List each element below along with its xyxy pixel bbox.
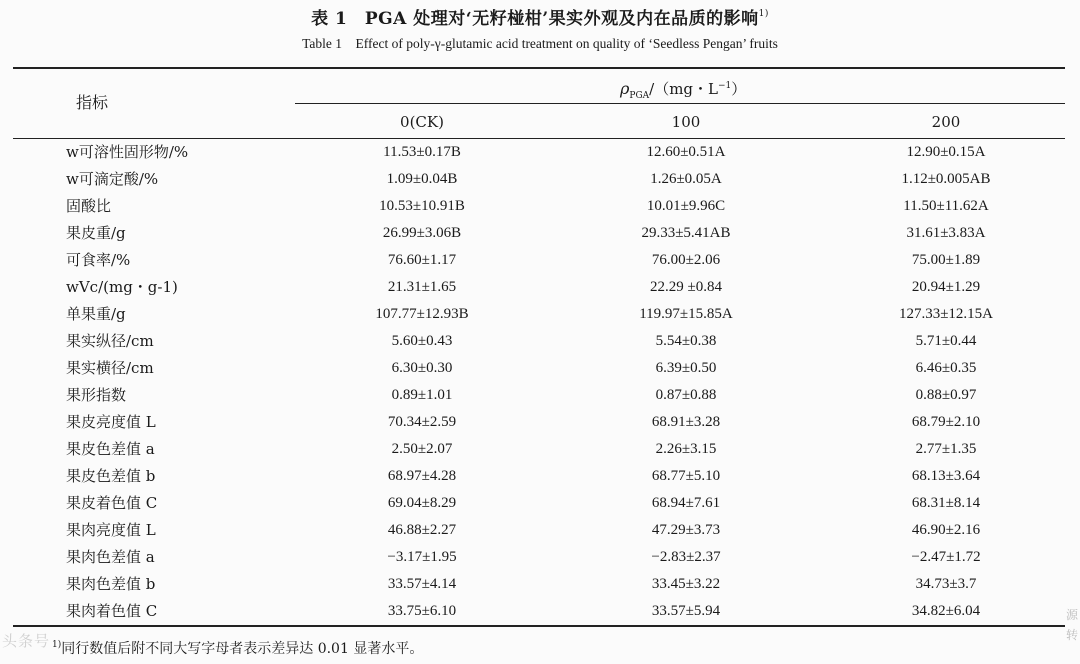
- table-cell: 68.13±3.64: [911, 468, 981, 484]
- table-cell: 0.87±0.88: [655, 387, 717, 403]
- table-cell: 5.71±0.44: [915, 333, 977, 349]
- table-cell: 0.88±0.97: [915, 387, 977, 403]
- table-cell: 5.54±0.38: [655, 333, 717, 349]
- row-label: 果肉着色值 C: [66, 602, 158, 620]
- table-cell: 1.09±0.04B: [386, 171, 458, 187]
- row-label: 固酸比: [66, 197, 112, 215]
- table-cell: 70.34±2.59: [387, 414, 457, 430]
- table-cell: 11.50±11.62A: [903, 198, 989, 214]
- concentration-group-header: $\rho_{PGA}/(mg$・$L^{-1}$）: [620, 79, 747, 101]
- row-label: 果皮亮度值 L: [66, 413, 156, 431]
- table-cell: 33.75±6.10: [387, 603, 457, 619]
- table-cell: 68.79±2.10: [911, 414, 981, 430]
- table-cell: 29.33±5.41AB: [641, 225, 731, 241]
- table-cell: 21.31±1.65: [387, 279, 457, 295]
- table-cell: 69.04±8.29: [387, 495, 457, 511]
- stub-header: 指标: [76, 93, 109, 112]
- table-cell: 10.01±9.96C: [646, 198, 726, 214]
- row-label: 果肉色差值 a: [66, 548, 155, 566]
- table-cell: −3.17±1.95: [387, 549, 457, 565]
- watermark-right: 源转: [1066, 608, 1079, 642]
- row-label: 果皮着色值 C: [66, 494, 158, 512]
- row-label: w可溶性固形物/%: [66, 143, 189, 161]
- table-cell: 46.88±2.27: [387, 522, 457, 538]
- row-label: 果肉亮度值 L: [66, 521, 156, 539]
- table-cell: 75.00±1.89: [911, 252, 981, 268]
- table-cell: 33.57±4.14: [387, 576, 457, 592]
- row-label: 果形指数: [66, 386, 127, 404]
- table-top-rule: [13, 67, 1065, 69]
- table-cell: 6.39±0.50: [655, 360, 717, 376]
- row-label: 果皮色差值 a: [66, 440, 155, 458]
- column-header-100: 100: [671, 113, 701, 131]
- table-header-rule: [13, 138, 1065, 139]
- table-cell: 12.60±0.51A: [646, 144, 726, 160]
- table-cell: 68.77±5.10: [651, 468, 721, 484]
- table-cell: 34.73±3.7: [915, 576, 977, 592]
- table-cell: 5.60±0.43: [391, 333, 453, 349]
- table-cell: 10.53±10.91B: [379, 198, 465, 214]
- table-cell: 33.45±3.22: [651, 576, 721, 592]
- row-label: wVc/(mg・g-1): [66, 278, 178, 296]
- table-cell: 107.77±12.93B: [375, 306, 469, 322]
- table-cell: 2.77±1.35: [915, 441, 977, 457]
- table-cell: 68.97±4.28: [387, 468, 457, 484]
- table-cell: 6.46±0.35: [915, 360, 977, 376]
- table-cell: 2.50±2.07: [391, 441, 453, 457]
- table-cell: 127.33±12.15A: [898, 306, 994, 322]
- table-cell: 47.29±3.73: [651, 522, 721, 538]
- row-label: 果肉色差值 b: [66, 575, 156, 593]
- table-cell: −2.47±1.72: [911, 549, 981, 565]
- table-cell: 31.61±3.83A: [906, 225, 986, 241]
- title-footnote-mark: 1): [758, 9, 769, 19]
- table-cell: 22.29 ±0.84: [650, 279, 722, 295]
- table-cell: 34.82±6.04: [911, 603, 981, 619]
- table-cell: 68.94±7.61: [651, 495, 721, 511]
- table-cell: 11.53±0.17B: [383, 144, 461, 160]
- column-header-ck: 0(CK): [400, 113, 444, 131]
- table-bottom-rule: [13, 625, 1065, 627]
- table-cell: 1.26±0.05A: [650, 171, 722, 187]
- table-cell: 76.00±2.06: [651, 252, 721, 268]
- table-cell: −2.83±2.37: [651, 549, 721, 565]
- row-label: 果实横径/cm: [66, 359, 154, 377]
- table-cell: 76.60±1.17: [387, 252, 457, 268]
- watermark-left: 头条号: [2, 632, 51, 650]
- table-cell: 33.57±5.94: [651, 603, 721, 619]
- row-label: 单果重/g: [66, 305, 126, 323]
- column-header-200: 200: [931, 113, 961, 131]
- table-cell: 6.30±0.30: [391, 360, 453, 376]
- row-label: 果皮重/g: [66, 224, 126, 242]
- row-label: 果皮色差值 b: [66, 467, 156, 485]
- table-cell: 26.99±3.06B: [382, 225, 462, 241]
- table-footnote: $^{1)}$同行数值后附不同大写字母者表示差异达 0.01 显著水平。: [52, 640, 424, 657]
- table-cell: 68.31±8.14: [911, 495, 981, 511]
- row-label: 果实纵径/cm: [66, 332, 154, 350]
- row-label: w可滴定酸/%: [66, 170, 159, 188]
- table-cell: 68.91±3.28: [651, 414, 721, 430]
- table-cell: 119.97±15.85A: [639, 306, 733, 322]
- table-cell: 46.90±2.16: [911, 522, 981, 538]
- table-cell: 0.89±1.01: [391, 387, 453, 403]
- table-cell: 1.12±0.005AB: [901, 171, 991, 187]
- table-title-en: Table 1 Effect of poly-γ-glutamic acid treatment on quality of ‘Seedless Pengan’ fruits: [302, 36, 778, 51]
- table-cell: 2.26±3.15: [655, 441, 717, 457]
- table-title-cn: 表 1 PGA 处理对‘无籽椪柑’果实外观及内在品质的影响$^{1)}$: [311, 9, 769, 29]
- table-cell: 12.90±0.15A: [906, 144, 986, 160]
- row-label: 可食率/%: [66, 251, 131, 269]
- table-cell: 20.94±1.29: [911, 279, 981, 295]
